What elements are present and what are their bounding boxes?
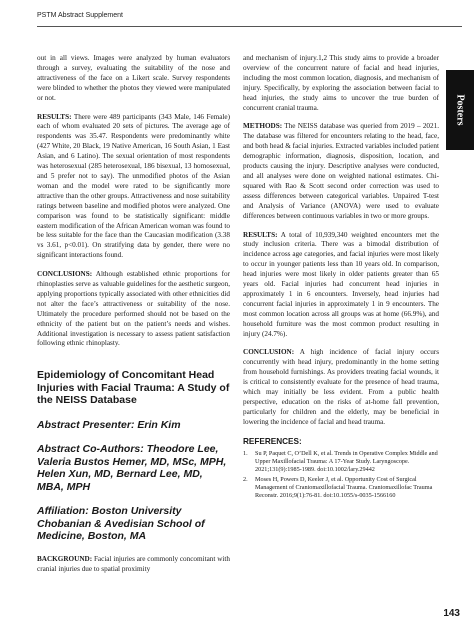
page-number: 143 [443,608,460,619]
methods-paragraph [243,122,439,221]
abstract-presenter: Abstract Presenter: Erin Kim [37,418,181,431]
left-column [37,54,230,584]
background-paragraph [37,555,230,575]
reference-text: Moses H, Powers D, Keeler J, et al. Opportunity Cost of Surgical Management of Craniomaxillofacial Trauma. Craniomaxillofac Trauma Reconstr. 2016;9(1):76-81. doi:10.1055/s-0035-1566160 [255,475,433,499]
conclusions-text: Although established ethnic proportions for rhinoplasties serve as valuable guidelines for the aesthetic surgeon, applying proportions typically associated with other ethnicities did not alter the face’s attractiveness or suitability of the nose. Ultimately the procedure performed should not be based on the ethnicity of the patient but on the patient’s needs and wishes. Additional investigation is necessary to assess patient satisfaction following ethnic rhinoplasty. [37,270,230,348]
right-results-label: RESULTS: [243,230,278,239]
conclusion-text: A high incidence of facial injury occurs concurrently with head injury, predominantly in the home setting from household furnishings. As providers treating facial wounds, it is critical to consistently evaluate for the presence of head trauma, which may initially be less evident. From a public health perspective, education on the risks of at-home fall prevention, particularly for children and the elderly, may be beneficial in lowering the incidence of facial and head trauma. [243,348,440,426]
abstract-coauthors: Abstract Co-Authors: Theodore Lee, Valeria Bustos Hemer, MD, MSc, MPH, Helen Xun, MD, Bernard Lee, MD, MBA, MPH [37,443,227,493]
results-label: RESULTS: [37,112,72,121]
conclusions-paragraph [37,270,230,349]
methods-label: METHODS: [243,122,283,131]
reference-number: 2. [243,475,248,483]
right-intro-paragraph: and mechanism of injury.1,2 This study aims to provide a broader overview of the concurrent nature of facial and head injuries, including the most common location, diagnosis, and mechanism of injury. Specifically, by exploring the association between facial to head injuries, the study aims to uncover the true burden of concurrent cranial trauma. [243,54,439,112]
header-rule [37,26,462,27]
conclusion-label: CONCLUSION: [243,348,295,357]
background-label: BACKGROUND: [37,554,93,563]
reference-item [243,450,439,474]
section-tab-label: Posters [454,94,466,126]
reference-number: 1. [243,449,248,457]
conclusions-label: CONCLUSIONS: [37,270,93,279]
section-tab [446,70,474,150]
running-header: PSTM Abstract Supplement [37,12,123,19]
right-results-text: A total of 10,939,340 weighted encounters met the study inclusion criteria. There was a bimodal distribution of incidence across age categories, and facial injuries were most likely to occur in younger patients less than 10 years old. In comparison, head injuries were most likely in older patients greater than 65 years old. Facial injuries had concurrent head injuries in approximately 1 in 6 encounters. Inversely, head injuries had concurrent facial injuries in approximately 1 in 9 encounters. The most common location across all groups was at home (66.9%), and household furniture was the most common product resulting in injury (24.7%). [243,230,440,338]
background-text: Facial injuries are commonly concomitant with cranial injuries due to spatial proximity [37,554,230,573]
references-heading: REFERENCES: [243,436,302,446]
methods-text: The NEISS database was queried from 2019 – 2021. The database was filtered for encounters relating to the head, face, and both head & facial injuries. Extracted variables included patient demographic information, diagnosis, disposition, location, and products causing the injury. Descriptive analyses were conducted, and all analyses were done on weighted national estimates. Chi-squared with Rao & Scott second order correction was used to assess differences between categorical variables. Unpaired T-test and Analysis of Variance (ANOVA) were used to evaluate differences between continuous variables in two or more groups. [243,122,439,220]
reference-item [243,476,439,500]
right-column [243,54,439,502]
right-results-paragraph [243,231,439,340]
conclusion-paragraph [243,348,439,427]
reference-text: Su P, Paquet C, O’Dell K, et al. Trends in Operative Complex Middle and Upper Maxillofacial Trauma: A 17-Year Study. Laryngoscope. 2021;131(9):1985-1989. doi:10.1002/lary.29442 [255,449,438,473]
abstract-affiliation: Affiliation: Boston University Chobanian & Avedisian School of Medicine, Boston, MA [37,505,205,543]
abstract-title: Epidemiology of Concomitant Head Injuries with Facial Trauma: A Study of the NEISS Database [37,369,230,407]
left-intro-paragraph: out in all views. Images were analyzed by human evaluators through a survey, evaluating the suitability of the nose and attractiveness of the face on a Likert scale. Survey respondents were blinded to whether the photos they viewed were manipulated or not. [37,54,230,102]
results-paragraph [37,113,230,262]
results-text: There were 489 participants (343 Male, 146 Female) each of whom evaluated 20 sets of pictures. The average age of respondents was 35.47. Respondents were predominantly white (427 White, 20 Black, 19 Native American, 16 South Asian, 1 East Asian, and 6 Latino). The sexual orientation of most respondents was heterosexual (285 heterosexual, 186 bisexual, 13 homosexual, and 5 prefer not to say). The unmodified photos of the Asian woman and the model were rated to be significantly more attractive than the other groups. Attractiveness and nose suitability ratings between baseline and modified photos were analyzed. One comparison was found to be statistically significant: middle eastern modification of the African American woman was found to be less suitable for the face than the Caucasian modification (3.38 vs 3.61, p<0.01). On stratifying data by gender, there were no significant interactions found. [37,112,230,260]
